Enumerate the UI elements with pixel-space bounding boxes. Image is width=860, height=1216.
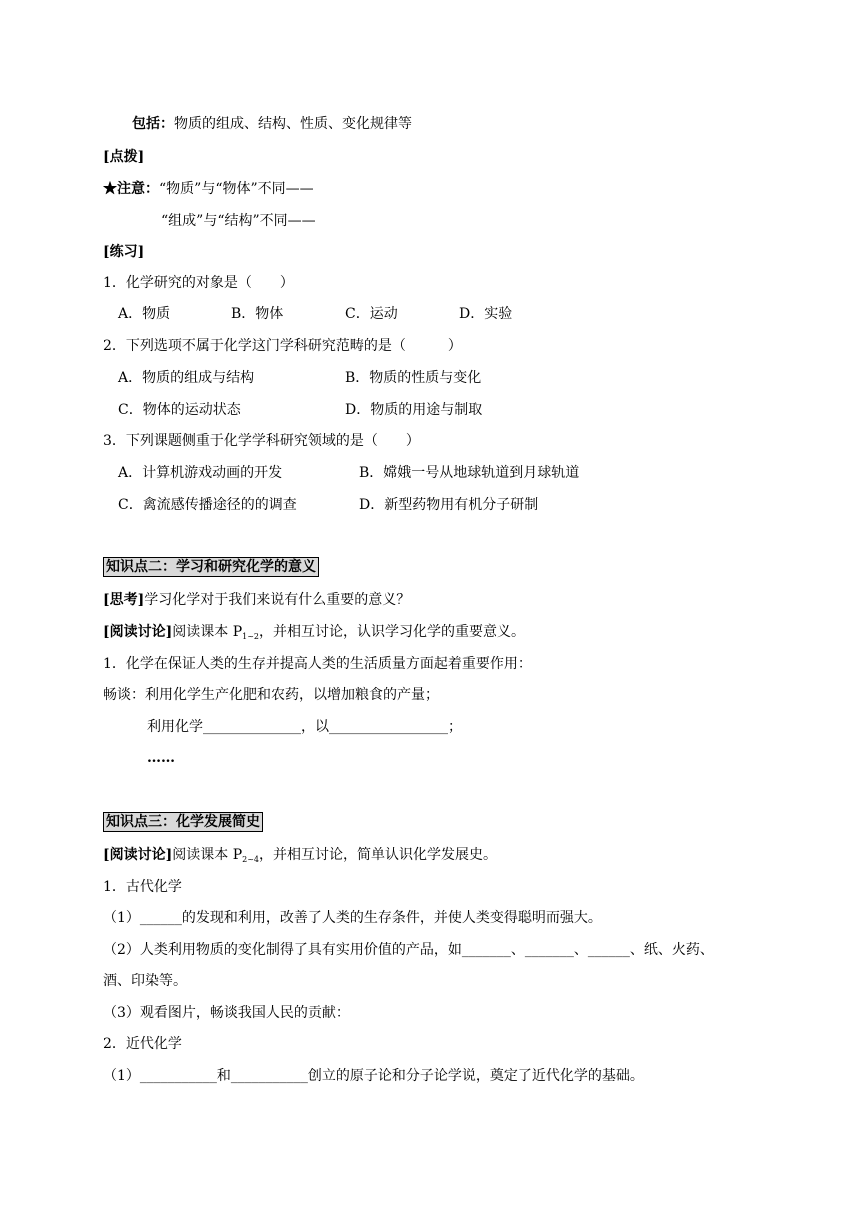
ancient-item-1: （1）______的发现和利用，改善了人类的生存条件，并使人类变得聪明而强大。: [103, 910, 602, 926]
note-text-2: “组成”与“结构”不同——: [161, 213, 316, 229]
ancient-item-2-line-2: 酒、印染等。: [103, 973, 187, 989]
q2-option-a: A．物质的组成与结构: [118, 370, 255, 386]
intro-label: 包括：: [132, 116, 174, 132]
read-text-post-1: ，并相互讨论，认识学习化学的重要意义。: [259, 624, 526, 640]
q1-option-d: D．实验: [459, 306, 513, 322]
question-1-stem: 1．化学研究的对象是（ ）: [103, 275, 294, 291]
ancient-chemistry-heading: 1．古代化学: [103, 879, 182, 895]
read-text-post-2: ，并相互讨论，简单认识化学发展史。: [259, 847, 498, 863]
modern-chemistry-heading: 2．近代化学: [103, 1036, 182, 1052]
read-text-pre-1: 阅读课本 P: [172, 624, 243, 640]
think-line: [103, 591, 410, 609]
section-3-title: 知识点三：化学发展简史: [103, 812, 263, 832]
read-label-1: [阅读讨论]: [103, 624, 173, 640]
page-range-1: 1~2: [242, 632, 260, 641]
q3-option-d: D．新型药物用有机分子研制: [359, 497, 539, 513]
note-line-1: [103, 180, 314, 198]
think-text: 学习化学对于我们来说有什么重要的意义？: [144, 592, 411, 608]
read-discuss-line-1: [103, 623, 525, 646]
read-discuss-line-2: [103, 846, 497, 869]
q2-option-c: C．物体的运动状态: [118, 402, 241, 418]
read-text-pre-2: 阅读课本 P: [172, 847, 243, 863]
page-range-2: 2~4: [242, 855, 260, 864]
modern-item-1: （1）___________和___________创立的原子论和分子论学说，奠定了近代化学的基础。: [103, 1068, 644, 1084]
intro-text: 物质的组成、结构、性质、变化规律等: [174, 116, 412, 132]
note-label: 注意：: [117, 181, 159, 197]
q3-option-a: A．计算机游戏动画的开发: [118, 465, 283, 481]
q3-option-c: C．禽流感传播途径的的调查: [118, 497, 297, 513]
item-1-text: 1．化学在保证人类的生存并提高人类的生活质量方面起着重要作用：: [103, 656, 532, 672]
section-2-title: 知识点二：学习和研究化学的意义: [103, 557, 319, 577]
ellipsis: ……: [147, 750, 175, 766]
fill-blank-line: 利用化学______________，以_________________；: [147, 719, 462, 735]
intro-line: [132, 115, 412, 133]
practice-heading: [练习]: [103, 244, 145, 260]
dianbo-heading: [点拨]: [103, 149, 145, 165]
q1-option-c: C．运动: [345, 306, 398, 322]
q2-option-d: D．物质的用途与制取: [345, 402, 483, 418]
ancient-item-3: （3）观看图片，畅谈我国人民的贡献：: [103, 1005, 350, 1021]
think-label: [思考]: [103, 592, 145, 608]
q2-option-b: B．物质的性质与变化: [345, 370, 482, 386]
question-3-stem: 3．下列课题侧重于化学学科研究领域的是（ ）: [103, 433, 420, 449]
star-icon: ★: [103, 181, 117, 197]
question-2-stem: 2．下列选项不属于化学这门学科研究范畴的是（ ）: [103, 338, 462, 354]
q1-option-b: B．物体: [231, 306, 284, 322]
talk-text: 畅谈：利用化学生产化肥和农药，以增加粮食的产量；: [103, 687, 439, 703]
q1-option-a: A．物质: [118, 306, 171, 322]
note-text-1: “物质”与“物体”不同——: [159, 181, 314, 197]
q3-option-b: B．嫦娥一号从地球轨道到月球轨道: [359, 465, 580, 481]
ancient-item-2-line-1: （2）人类利用物质的变化制得了具有实用价值的产品，如_______、_______、______、纸、火药、: [103, 942, 714, 958]
read-label-2: [阅读讨论]: [103, 847, 173, 863]
